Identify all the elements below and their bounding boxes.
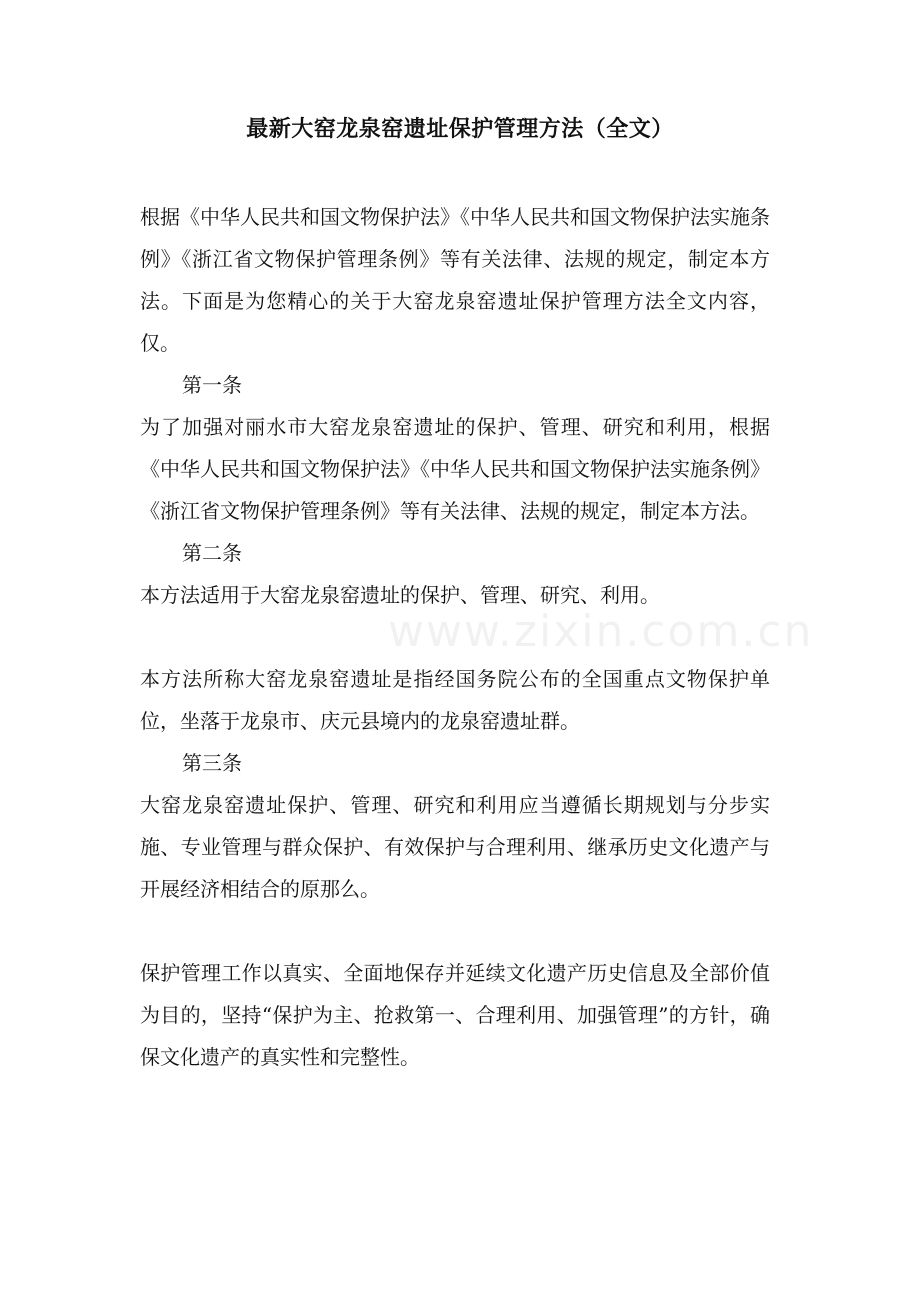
- article-3-text-2: 保护管理工作以真实、全面地保存并延续文化遗产历史信息及全部价值为目的，坚持“保护为主、抢救第一、合理利用、加强管理”的方针，确保文化遗产的真实性和完整性。: [140, 961, 770, 1069]
- article-2-text-1: 本方法适用于大窑龙泉窑遗址的保护、管理、研究、利用。: [140, 583, 660, 607]
- intro-paragraph: 根据《中华人民共和国文物保护法》《中华人民共和国文物保护法实施条例》《浙江省文物保护管理条例》等有关法律、法规的规定，制定本方法。下面是为您精心的关于大窑龙泉窑遗址保护管理方法全文内容，仅。: [140, 205, 770, 355]
- article-2-heading: 第二条: [182, 541, 242, 565]
- article-3-text-1: 大窑龙泉窑遗址保护、管理、研究和利用应当遵循长期规划与分步实施、专业管理与群众保护、有效保护与合理利用、继承历史文化遗产与开展经济相结合的原那么。: [140, 793, 770, 901]
- document-title: 最新大窑龙泉窑遗址保护管理方法（全文）: [246, 116, 674, 142]
- article-1-text: 为了加强对丽水市大窑龙泉窑遗址的保护、管理、研究和利用，根据《中华人民共和国文物保护法》《中华人民共和国文物保护法实施条例》《浙江省文物保护管理条例》等有关法律、法规的规定，制定本方法。: [140, 415, 770, 523]
- article-2-text-2: 本方法所称大窑龙泉窑遗址是指经国务院公布的全国重点文物保护单位，坐落于龙泉市、庆元县境内的龙泉窑遗址群。: [140, 667, 770, 733]
- watermark: www.zixin.com.cn: [388, 606, 814, 657]
- article-1-heading: 第一条: [182, 373, 242, 397]
- paragraph-gap: [140, 910, 770, 952]
- article-3-heading: 第三条: [182, 751, 242, 775]
